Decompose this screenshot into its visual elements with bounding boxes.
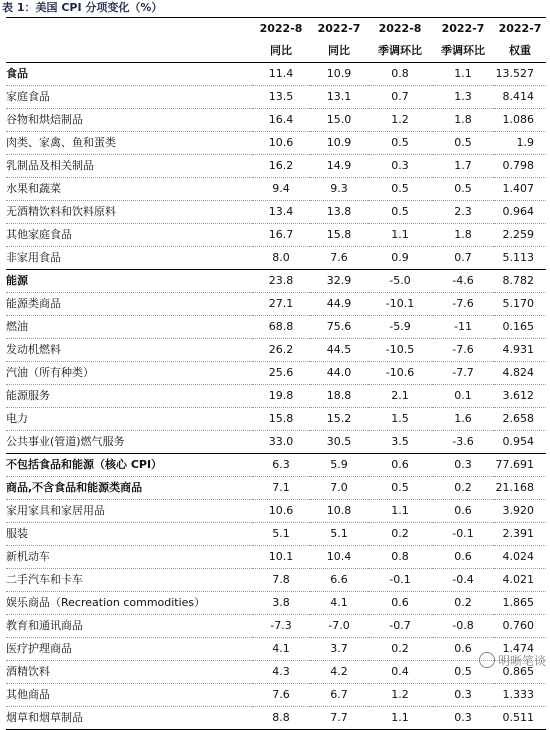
row-value: 7.0	[330, 481, 348, 494]
row-value: -0.8	[452, 619, 474, 632]
row-value: 0.5	[391, 136, 409, 149]
row-value: 1.2	[391, 113, 409, 126]
row-value: 0.798	[502, 159, 534, 172]
table-row	[6, 500, 546, 523]
row-value: 8.8	[272, 711, 290, 724]
row-value: 0.5	[454, 182, 472, 195]
row-value: 10.9	[326, 67, 352, 80]
row-value: 3.5	[391, 435, 409, 448]
row-value: 1.3	[454, 90, 472, 103]
watermark	[479, 652, 546, 670]
row-value: 0.2	[454, 596, 472, 609]
table-row	[6, 201, 546, 224]
row-value: 10.6	[268, 504, 294, 517]
row-value: 2.259	[502, 228, 534, 241]
row-value: 4.024	[502, 550, 534, 563]
watermark-logo-icon	[479, 652, 495, 668]
row-value: 0.511	[502, 711, 534, 724]
row-value: 4.1	[272, 642, 290, 655]
row-value: 33.0	[268, 435, 294, 448]
row-value: 44.9	[326, 297, 352, 310]
row-value: 0.6	[454, 550, 472, 563]
row-label: 教育和通讯商品	[6, 619, 83, 632]
row-value: -7.3	[270, 619, 292, 632]
row-value: 8.782	[502, 274, 534, 287]
row-value: 44.0	[326, 366, 352, 379]
row-value: 1.865	[502, 596, 534, 609]
row-value: 0.3	[454, 688, 472, 701]
row-label: 无酒精饮料和饮料原料	[6, 205, 116, 218]
row-label: 二手汽车和卡车	[6, 573, 83, 586]
row-value: -0.1	[389, 573, 411, 586]
row-value: 75.6	[326, 320, 352, 333]
row-value: 1.1	[391, 711, 409, 724]
row-label: 汽油（所有种类）	[6, 366, 94, 379]
row-value: 1.8	[454, 113, 472, 126]
row-label: 医疗护理商品	[6, 642, 72, 655]
row-value: 0.8	[391, 550, 409, 563]
row-label: 其他商品	[6, 688, 50, 701]
row-value: -7.6	[452, 343, 474, 356]
row-value: 1.8	[454, 228, 472, 241]
row-value: 68.8	[268, 320, 294, 333]
row-value: 13.4	[268, 205, 294, 218]
row-label: 电力	[6, 412, 28, 425]
row-value: 0.7	[391, 90, 409, 103]
row-value: 13.5	[268, 90, 294, 103]
row-value: 1.086	[502, 113, 534, 126]
header-metric: 权重	[494, 40, 546, 63]
header-label-bottom	[6, 40, 252, 63]
row-value: -3.6	[452, 435, 474, 448]
table-caption: 表 1：美国 CPI 分项变化（%）	[2, 1, 163, 14]
row-label: 谷物和烘焙制品	[6, 113, 83, 126]
header-metric: 同比	[252, 40, 310, 63]
table-row	[6, 293, 546, 316]
row-value: 21.168	[495, 481, 534, 494]
row-value: 4.2	[330, 665, 348, 678]
row-value: 6.6	[330, 573, 348, 586]
row-label: 乳制品及相关制品	[6, 159, 94, 172]
row-label: 烟草和烟草制品	[6, 711, 83, 724]
row-value: 0.760	[502, 619, 534, 632]
table-row	[6, 707, 546, 730]
row-label: 燃油	[6, 320, 28, 333]
table-row	[6, 385, 546, 408]
row-value: 7.6	[330, 251, 348, 264]
row-value: 0.2	[391, 527, 409, 540]
table-row	[6, 408, 546, 431]
row-value: 0.3	[454, 711, 472, 724]
row-value: -7.0	[328, 619, 350, 632]
row-label: 水果和蔬菜	[6, 182, 61, 195]
header-row-metric	[6, 40, 546, 63]
row-value: 2.1	[391, 389, 409, 402]
row-value: 26.2	[268, 343, 294, 356]
header-period: 2022-7	[432, 18, 494, 41]
table-row	[6, 454, 546, 477]
table-row	[6, 316, 546, 339]
row-value: 2.658	[502, 412, 534, 425]
row-label: 商品,不含食品和能源类商品	[6, 481, 143, 494]
row-value: 0.865	[502, 665, 534, 678]
table-row	[6, 661, 546, 684]
row-value: 0.2	[454, 481, 472, 494]
row-value: 32.9	[326, 274, 352, 287]
row-value: 7.1	[272, 481, 290, 494]
table-row	[6, 684, 546, 707]
table-row	[6, 247, 546, 270]
table-row	[6, 362, 546, 385]
row-value: 0.5	[391, 481, 409, 494]
row-value: 1.333	[502, 688, 534, 701]
row-value: 2.3	[454, 205, 472, 218]
row-label: 能源	[6, 274, 28, 287]
row-value: 13.1	[326, 90, 352, 103]
row-value: 4.3	[272, 665, 290, 678]
row-value: 0.3	[454, 458, 472, 471]
header-period: 2022-7	[310, 18, 368, 41]
row-value: 5.9	[330, 458, 348, 471]
row-value: 16.2	[268, 159, 294, 172]
row-label: 其他家庭食品	[6, 228, 72, 241]
table-row	[6, 224, 546, 247]
row-value: 3.612	[502, 389, 534, 402]
row-value: 0.5	[454, 665, 472, 678]
row-value: 18.8	[326, 389, 352, 402]
row-value: -0.4	[452, 573, 474, 586]
row-value: 2.391	[502, 527, 534, 540]
row-value: 7.8	[272, 573, 290, 586]
row-value: 0.5	[391, 205, 409, 218]
row-value: 0.2	[391, 642, 409, 655]
row-value: 1.1	[454, 67, 472, 80]
row-value: 23.8	[268, 274, 294, 287]
watermark-text: 明晰笔谈	[497, 653, 546, 668]
row-value: -0.7	[389, 619, 411, 632]
row-value: 1.9	[516, 136, 534, 149]
header-period: 2022-8	[252, 18, 310, 41]
header-metric: 季调环比	[432, 40, 494, 63]
row-label: 不包括食品和能源（核心 CPI）	[6, 458, 163, 471]
header-period: 2022-8	[368, 18, 432, 41]
row-value: 0.6	[454, 642, 472, 655]
row-label: 家用家具和家居用品	[6, 504, 105, 517]
row-value: 4.1	[330, 596, 348, 609]
row-value: 1.5	[391, 412, 409, 425]
row-value: 9.3	[330, 182, 348, 195]
row-value: 5.170	[502, 297, 534, 310]
table-row	[6, 339, 546, 362]
row-value: 25.6	[268, 366, 294, 379]
row-value: 8.414	[502, 90, 534, 103]
row-value: 13.8	[326, 205, 352, 218]
row-value: -4.6	[452, 274, 474, 287]
row-value: -10.1	[385, 297, 415, 310]
row-value: 0.165	[502, 320, 534, 333]
row-value: 0.9	[391, 251, 409, 264]
row-value: 16.4	[268, 113, 294, 126]
row-value: 15.2	[326, 412, 352, 425]
row-value: 27.1	[268, 297, 294, 310]
row-value: -10.5	[385, 343, 415, 356]
row-value: 5.113	[502, 251, 534, 264]
row-value: 15.8	[326, 228, 352, 241]
row-value: 0.954	[502, 435, 534, 448]
row-value: 1.2	[391, 688, 409, 701]
row-value: 5.1	[272, 527, 290, 540]
row-label: 家庭食品	[6, 90, 50, 103]
row-value: 0.5	[454, 136, 472, 149]
header-label-top	[6, 18, 252, 41]
row-value: 0.3	[391, 159, 409, 172]
table-row	[6, 270, 546, 293]
row-value: -7.7	[452, 366, 474, 379]
table-row	[6, 546, 546, 569]
table-row	[6, 431, 546, 454]
row-value: 4.021	[502, 573, 534, 586]
row-label: 酒精饮料	[6, 665, 50, 678]
row-value: 6.3	[272, 458, 290, 471]
row-label: 发动机燃料	[6, 343, 61, 356]
row-value: 44.5	[326, 343, 352, 356]
row-value: 3.8	[272, 596, 290, 609]
table-row	[6, 109, 546, 132]
cpi-table	[6, 17, 546, 730]
row-value: -5.0	[389, 274, 411, 287]
row-value: 1.1	[391, 504, 409, 517]
row-value: 30.5	[326, 435, 352, 448]
row-value: 0.964	[502, 205, 534, 218]
row-value: 0.6	[391, 458, 409, 471]
row-value: 10.8	[326, 504, 352, 517]
row-value: -11	[454, 320, 472, 333]
row-value: 0.6	[391, 596, 409, 609]
row-value: 1.474	[502, 642, 534, 655]
row-value: 15.0	[326, 113, 352, 126]
row-label: 服装	[6, 527, 28, 540]
row-value: 4.824	[502, 366, 534, 379]
table-row	[6, 132, 546, 155]
table-row	[6, 178, 546, 201]
row-value: 3.920	[502, 504, 534, 517]
row-value: 0.7	[454, 251, 472, 264]
row-value: 7.7	[330, 711, 348, 724]
row-label: 非家用食品	[6, 251, 61, 264]
row-value: 0.1	[454, 389, 472, 402]
table-row	[6, 86, 546, 109]
row-value: 1.7	[454, 159, 472, 172]
row-value: 10.1	[268, 550, 294, 563]
row-value: 8.0	[272, 251, 290, 264]
header-metric: 同比	[310, 40, 368, 63]
row-value: -10.6	[385, 366, 415, 379]
table-row	[6, 569, 546, 592]
row-label: 能源类商品	[6, 297, 61, 310]
table-row	[6, 477, 546, 500]
row-value: 0.5	[391, 182, 409, 195]
table-row	[6, 155, 546, 178]
row-value: 10.4	[326, 550, 352, 563]
row-label: 娱乐商品（Recreation commodities）	[6, 596, 206, 609]
table-row	[6, 638, 546, 661]
row-value: 14.9	[326, 159, 352, 172]
row-value: 9.4	[272, 182, 290, 195]
row-label: 公共事业(管道)燃气服务	[6, 435, 125, 448]
row-value: 10.9	[326, 136, 352, 149]
header-row-period	[6, 18, 546, 41]
row-value: 0.8	[391, 67, 409, 80]
row-value: 77.691	[495, 458, 534, 471]
row-value: 16.7	[268, 228, 294, 241]
row-label: 新机动车	[6, 550, 50, 563]
row-value: -7.6	[452, 297, 474, 310]
table-row	[6, 592, 546, 615]
row-label: 食品	[6, 67, 28, 80]
table-row	[6, 63, 546, 86]
table-row	[6, 615, 546, 638]
row-label: 能源服务	[6, 389, 50, 402]
row-value: -0.1	[452, 527, 474, 540]
row-value: 15.8	[268, 412, 294, 425]
row-value: 1.1	[391, 228, 409, 241]
row-value: 11.4	[268, 67, 294, 80]
header-period: 2022-7	[494, 18, 546, 41]
row-label: 肉类、家禽、鱼和蛋类	[6, 136, 116, 149]
row-value: 1.6	[454, 412, 472, 425]
row-value: 0.6	[454, 504, 472, 517]
row-value: 7.6	[272, 688, 290, 701]
row-value: 6.7	[330, 688, 348, 701]
row-value: 0.4	[391, 665, 409, 678]
table-row	[6, 523, 546, 546]
header-metric: 季调环比	[368, 40, 432, 63]
row-value: 4.931	[502, 343, 534, 356]
row-value: 19.8	[268, 389, 294, 402]
row-value: 5.1	[330, 527, 348, 540]
row-value: 1.407	[502, 182, 534, 195]
row-value: 13.527	[495, 67, 534, 80]
row-value: 3.7	[330, 642, 348, 655]
row-value: -5.9	[389, 320, 411, 333]
row-value: 10.6	[268, 136, 294, 149]
